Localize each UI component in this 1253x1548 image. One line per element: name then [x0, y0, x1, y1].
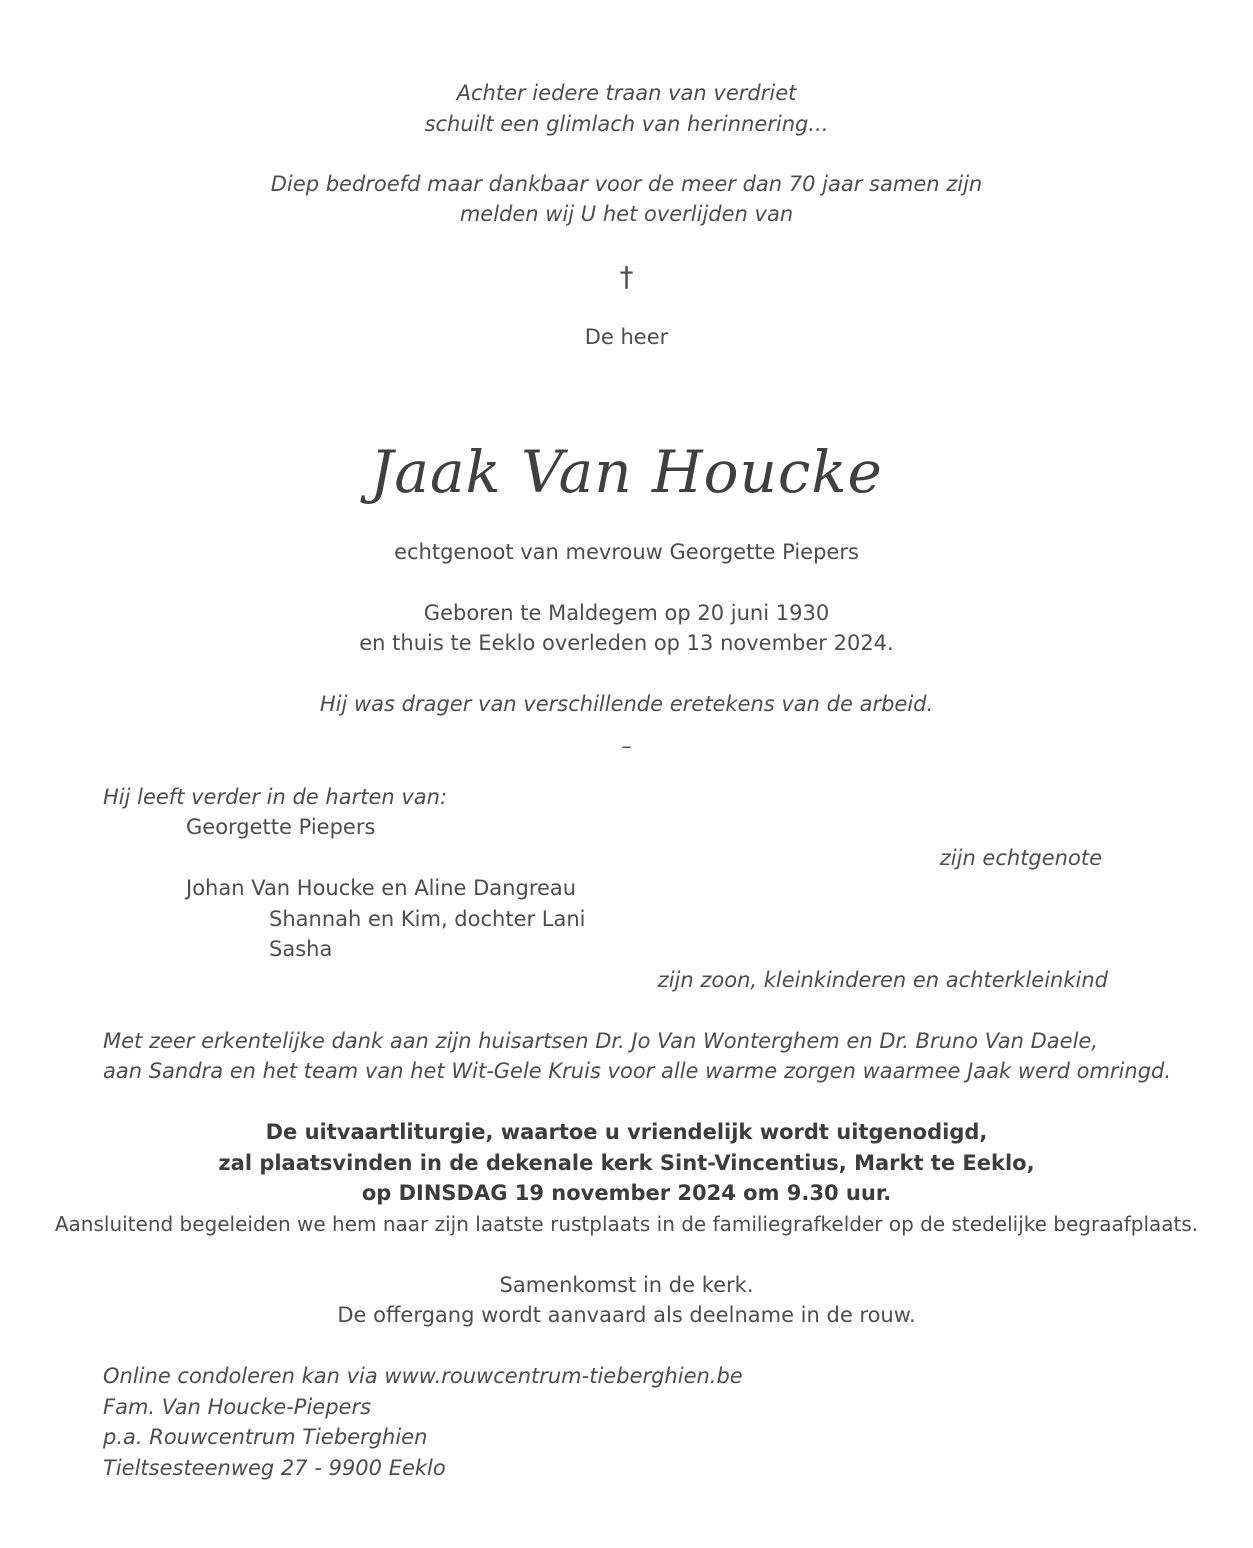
grandchildren-line: Shannah en Kim, dochter Lani	[269, 907, 586, 931]
birth-line: Geboren te Maldegem op 20 juni 1930	[423, 601, 830, 625]
funeral-line-2: zal plaatsvinden in de dekenale kerk Sint-Vincentius, Markt te Eeklo,	[218, 1151, 1035, 1175]
honors-line: Hij was drager van verschillende eretekens van de arbeid.	[319, 692, 934, 716]
spouse-line: echtgenoot van mevrouw Georgette Piepers	[394, 540, 859, 564]
gathering-line-2: De offergang wordt aanvaard als deelname in de rouw.	[337, 1303, 916, 1327]
address-line: Tieltsesteenweg 27 - 9900 Eeklo	[103, 1456, 446, 1480]
funeral-line-4: Aansluitend begeleiden we hem naar zijn laatste rustplaats in de familiegrafkelder op de stedelijke begraafplaats.	[54, 1212, 1199, 1236]
cross-icon: †	[619, 260, 634, 293]
verse-line-2: schuilt een glimlach van herinnering...	[424, 112, 829, 136]
salutation: De heer	[584, 325, 669, 349]
son-line: Johan Van Houcke en Aline Dangreau	[186, 876, 577, 900]
thanks-line-1: Met zeer erkentelijke dank aan zijn huisartsen Dr. Jo Van Wonterghem en Dr. Bruno Van Daele,	[103, 1029, 1098, 1053]
gathering-line-1: Samenkomst in de kerk.	[499, 1273, 754, 1297]
thanks-line-2: aan Sandra en het team van het Wit-Gele Kruis voor alle warme zorgen waarmee Jaak werd omringd.	[103, 1059, 1172, 1083]
grandchild-line: Sasha	[269, 937, 333, 961]
family-heading: Hij leeft verder in de harten van:	[103, 785, 448, 809]
death-line: en thuis te Eeklo overleden op 13 november 2024.	[359, 631, 894, 655]
online-condolence-line: Online condoleren kan via www.rouwcentrum-tieberghien.be	[103, 1364, 743, 1388]
announcement-line-1: Diep bedroefd maar dankbaar voor de meer dan 70 jaar samen zijn	[270, 172, 983, 196]
spouse-name: Georgette Piepers	[186, 815, 376, 839]
deceased-name: Jaak Van Houcke	[370, 438, 883, 506]
separator-dash: –	[621, 734, 632, 758]
funeral-line-3: op DINSDAG 19 november 2024 om 9.30 uur.	[361, 1181, 892, 1205]
care-of-line: p.a. Rouwcentrum Tieberghien	[103, 1425, 428, 1449]
children-relation: zijn zoon, kleinkinderen en achterkleinkind	[657, 968, 1108, 992]
family-signature: Fam. Van Houcke-Piepers	[103, 1395, 372, 1419]
announcement-line-2: melden wij U het overlijden van	[459, 202, 794, 226]
spouse-relation: zijn echtgenote	[939, 846, 1102, 870]
funeral-line-1: De uitvaartliturgie, waartoe u vriendelijk wordt uitgenodigd,	[265, 1120, 988, 1144]
verse-line-1: Achter iedere traan van verdriet	[456, 81, 797, 105]
